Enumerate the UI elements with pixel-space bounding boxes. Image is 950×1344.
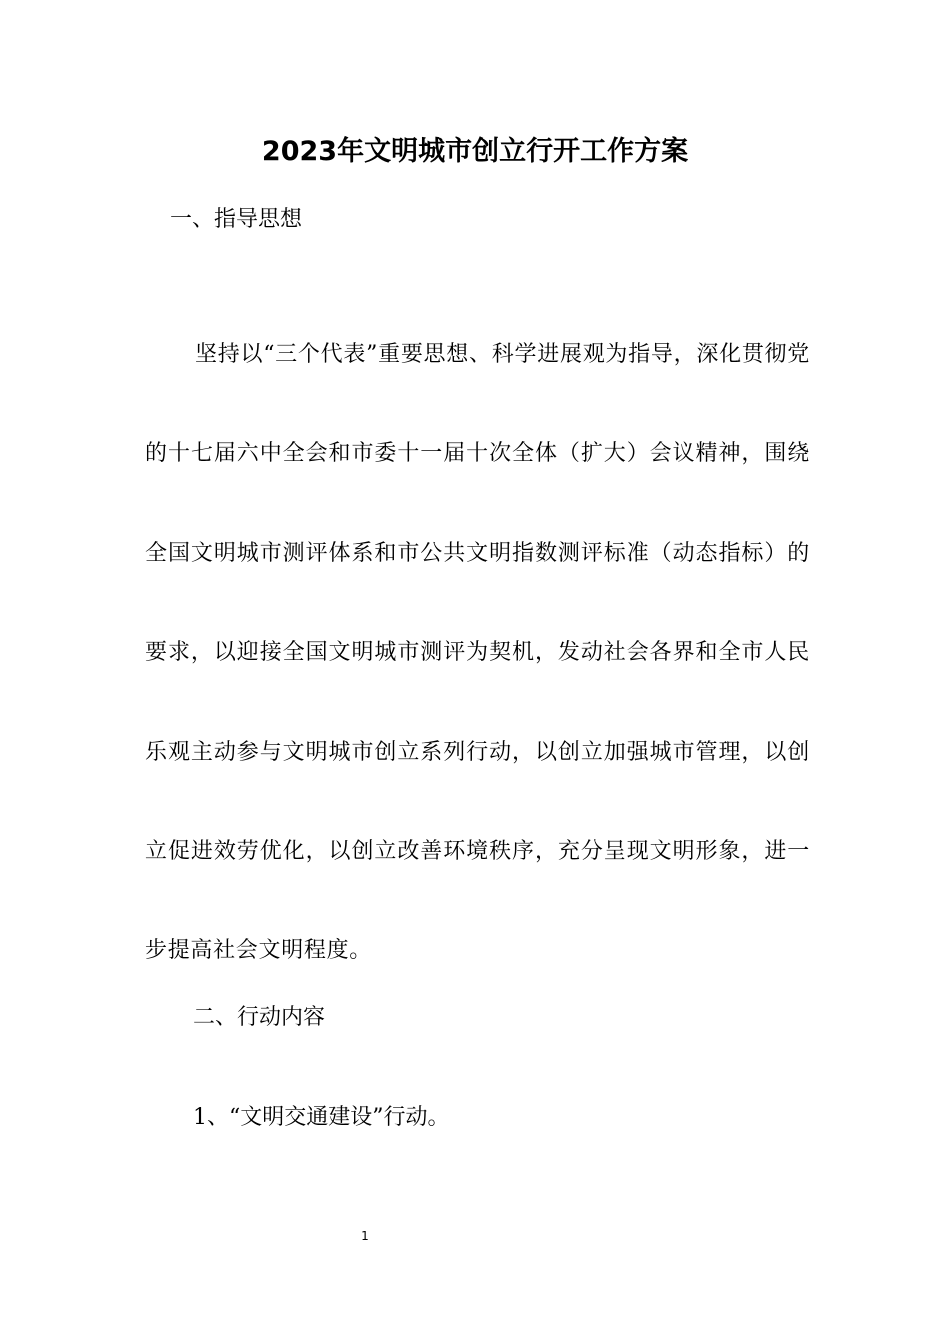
- page-number: 1: [361, 1229, 369, 1243]
- section-heading-guiding-thought: 一、指导思想: [170, 207, 303, 232]
- section-heading-action-content: 二、行动内容: [193, 1005, 326, 1030]
- item-heading-civilized-traffic: 1、“文明交通建设”行动。: [193, 1105, 450, 1130]
- document-title: 2023年文明城市创立行开工作方案: [261, 136, 689, 167]
- section-paragraph-guiding-thought: 坚持以“三个代表”重要思想、科学进展观为指导，深化贯彻党的十七届六中全会和市委十一届十次全体（扩大）会议精神，围绕全国文明城市测评体系和市公共文明指数测评标准（动态指标）的要求，以迎接全国文明城市测评为契机，发动社会各界和全市人民乐观主动参与文明城市创立系列行动，以创立加强城市管理，以创立促进效劳优化，以创立改善环境秩序，充分呈现文明形象，进一步提高社会文明程度。: [145, 342, 810, 964]
